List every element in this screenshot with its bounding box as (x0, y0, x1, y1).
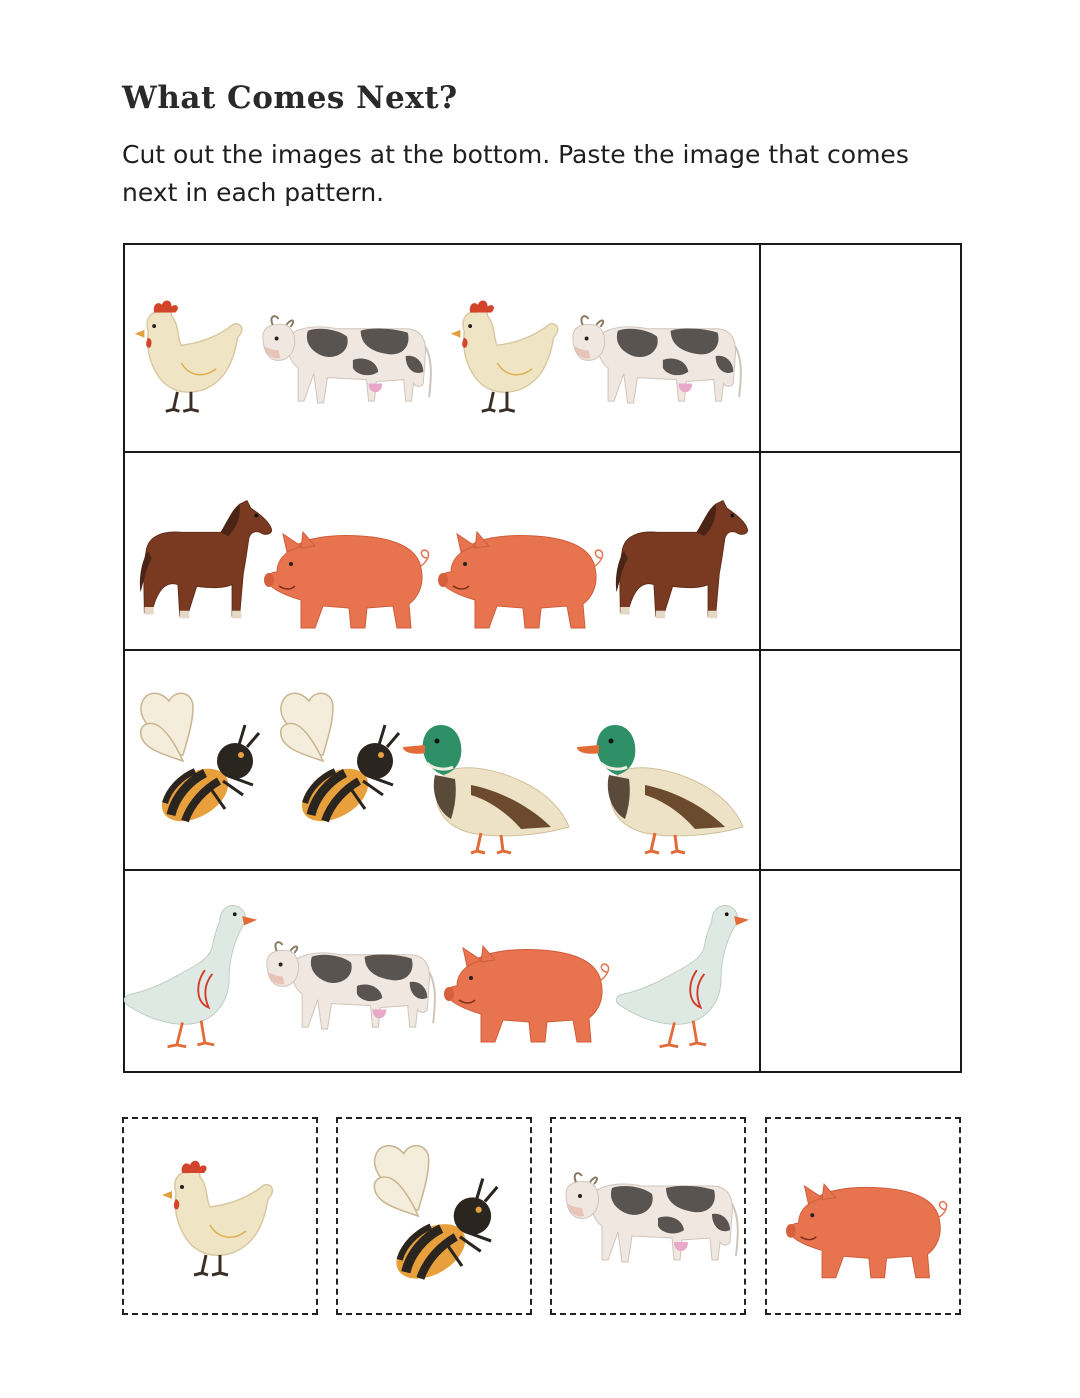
cutout-card-hen[interactable] (122, 1117, 318, 1315)
pattern-sequence (125, 451, 759, 649)
pig-image (435, 519, 605, 631)
pattern-row-3 (125, 649, 960, 871)
pig-image (783, 1171, 949, 1281)
pattern-sequence (125, 649, 759, 869)
answer-box[interactable] (761, 245, 960, 451)
answer-box[interactable] (761, 451, 960, 649)
worksheet-title: What Comes Next? (122, 80, 458, 116)
hen-image (443, 295, 569, 421)
cutout-card-cow[interactable] (550, 1117, 746, 1315)
horse-image (611, 495, 751, 635)
cow-image (259, 307, 435, 415)
pattern-grid (123, 243, 962, 1073)
pattern-sequence (125, 245, 759, 451)
horse-image (135, 495, 275, 635)
hen-image (154, 1155, 284, 1285)
pig-image (441, 933, 611, 1045)
pattern-sequence (125, 869, 759, 1071)
cow-image (562, 1163, 742, 1275)
goose-image (119, 893, 259, 1053)
worksheet-instructions: Cut out the images at the bottom. Paste the image that comes next in each pattern. (122, 140, 909, 207)
duck-image (401, 715, 571, 855)
hen-image (127, 295, 253, 421)
bee-image (368, 1137, 504, 1293)
cutout-card-pig[interactable] (765, 1117, 961, 1315)
pattern-row-2 (125, 451, 960, 651)
goose-image (611, 893, 751, 1053)
cow-image (569, 307, 745, 415)
duck-image (575, 715, 745, 855)
answer-box[interactable] (761, 869, 960, 1071)
bee-image (135, 685, 265, 835)
bee-image (275, 685, 405, 835)
cow-image (263, 933, 439, 1041)
answer-box[interactable] (761, 649, 960, 869)
pattern-row-4 (125, 869, 960, 1071)
pig-image (261, 519, 431, 631)
cutout-card-bee[interactable] (336, 1117, 532, 1315)
pattern-row-1 (125, 245, 960, 453)
